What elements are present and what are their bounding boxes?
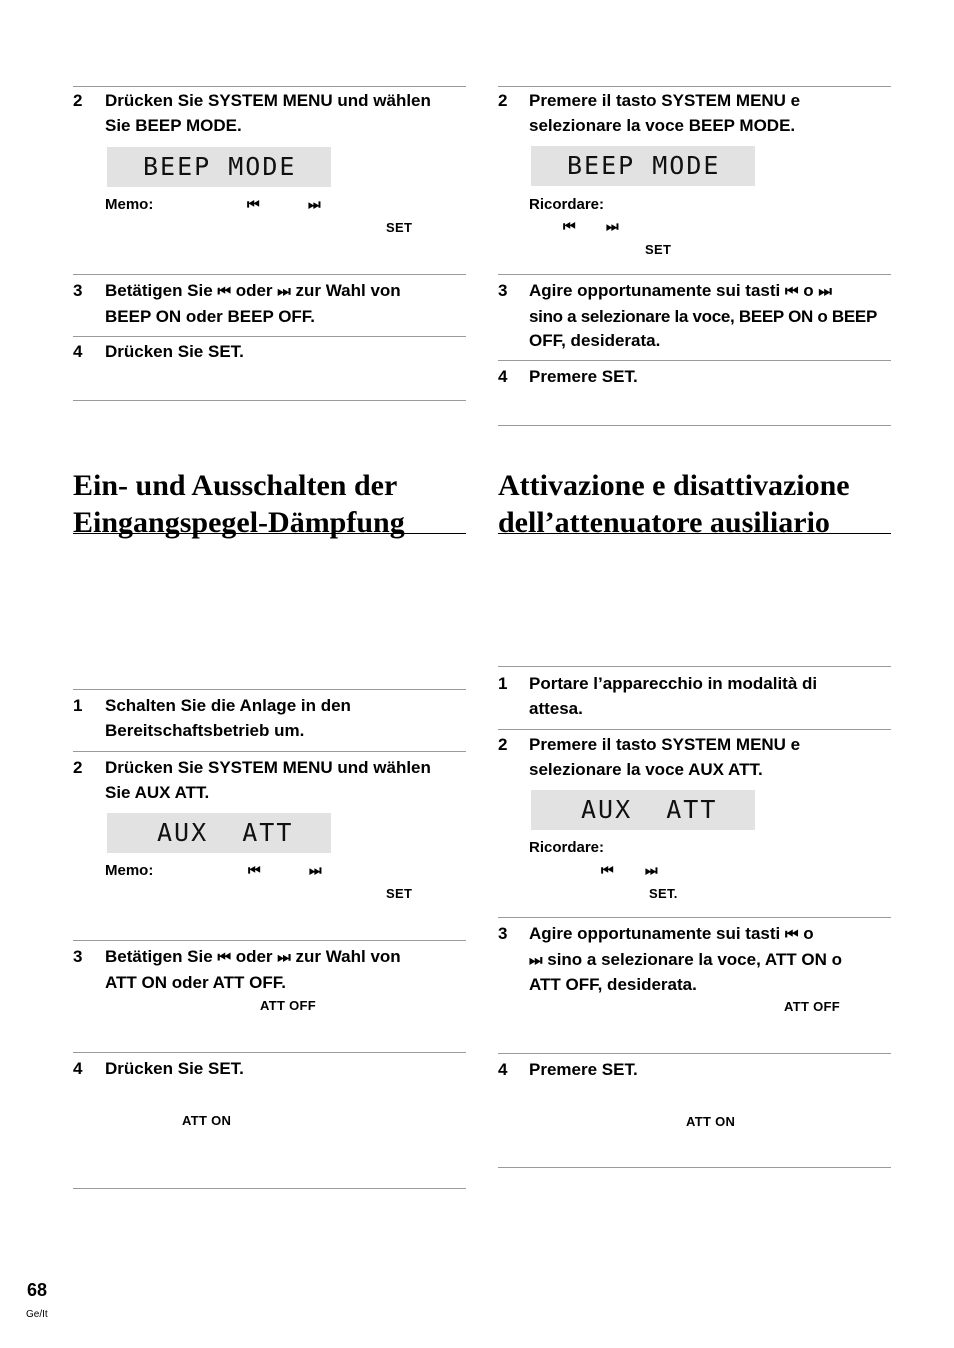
step-line: Schalten Sie die Anlage in den <box>105 696 351 715</box>
heading-underline <box>498 533 891 534</box>
set-button-label: SET <box>386 886 413 901</box>
step-number: 3 <box>498 281 508 300</box>
step-text-part: oder <box>235 281 273 300</box>
step-text-part: oder <box>235 947 273 966</box>
divider <box>73 274 466 275</box>
step-text <box>105 694 465 743</box>
divider <box>73 400 466 401</box>
step-line: sino a selezionare la voce, BEEP ON o BEEP <box>529 306 878 326</box>
step-text: Premere SET. <box>529 1060 638 1079</box>
step-text-part: Betätigen Sie <box>105 281 213 300</box>
step-line: Sie BEEP MODE. <box>105 115 242 135</box>
lcd-display: BEEP MODE <box>531 146 755 186</box>
step-line: OFF, desiderata. <box>529 331 661 350</box>
next-track-icon: ⏭ <box>277 949 291 966</box>
step-text <box>529 922 891 998</box>
step-line: Premere il tasto SYSTEM MENU e <box>529 735 801 754</box>
step-number: 3 <box>73 281 83 300</box>
step-line: Drücken Sie SYSTEM MENU und wählen <box>105 758 431 777</box>
memo-label: Memo: <box>105 862 154 879</box>
divider <box>73 1188 466 1189</box>
divider <box>498 666 891 667</box>
divider <box>73 689 466 690</box>
step-line: Portare l’apparecchio in modalità di <box>529 674 818 693</box>
divider <box>498 917 891 918</box>
next-track-icon: ⏭ <box>308 196 320 212</box>
step-line: BEEP ON oder BEEP OFF. <box>105 306 316 326</box>
step-number: 2 <box>498 735 508 754</box>
step-line <box>105 279 465 305</box>
step-number: 3 <box>498 924 508 943</box>
memo-label: Ricordare: <box>529 196 605 213</box>
next-track-icon: ⏭ <box>818 283 832 300</box>
heading-line: Attivazione e disattivazione <box>498 469 850 502</box>
set-button-label: SET. <box>649 886 678 901</box>
step-line: selezionare la voce AUX ATT. <box>529 759 763 779</box>
att-on-label: ATT ON <box>182 1113 232 1128</box>
step-number: 1 <box>498 674 508 693</box>
step-text-part: Agire opportunamente sui tasti <box>529 924 781 943</box>
step-number: 4 <box>498 1060 508 1079</box>
step-number: 1 <box>73 696 83 715</box>
step-line: selezionare la voce BEEP MODE. <box>529 115 796 135</box>
divider <box>73 336 466 337</box>
step-number: 4 <box>73 1059 83 1078</box>
divider <box>498 729 891 730</box>
step-text <box>529 89 889 138</box>
next-track-icon: ⏭ <box>529 951 543 969</box>
step-number: 4 <box>73 342 83 361</box>
divider <box>498 425 891 426</box>
att-off-label: ATT OFF <box>260 998 317 1013</box>
next-track-icon: ⏭ <box>277 283 291 300</box>
lcd-display: AUX ATT <box>107 813 331 853</box>
step-line: ATT OFF, desiderata. <box>529 975 697 994</box>
divider <box>498 86 891 87</box>
previous-track-icon: ⏮ <box>217 949 231 966</box>
att-off-label: ATT OFF <box>784 999 841 1014</box>
step-text-part: sino a selezionare la voce, ATT ON o <box>547 949 843 969</box>
step-line: Drücken Sie SYSTEM MENU und wählen <box>105 91 431 110</box>
lcd-display: BEEP MODE <box>107 147 331 187</box>
section-heading <box>498 467 891 541</box>
step-text <box>105 945 465 995</box>
divider <box>498 1167 891 1168</box>
memo-label: Ricordare: <box>529 839 605 856</box>
heading-line: Ein- und Ausschalten der <box>73 469 398 502</box>
step-number: 2 <box>498 91 508 110</box>
previous-track-icon: ⏮ <box>784 926 799 943</box>
step-text-part: o <box>803 924 814 943</box>
previous-track-icon: ⏮ <box>247 196 259 212</box>
step-text: Drücken Sie SET. <box>105 1059 244 1078</box>
divider <box>73 940 466 941</box>
set-button-label: SET <box>645 242 672 257</box>
next-track-icon: ⏭ <box>606 218 618 234</box>
step-text: Drücken Sie SET. <box>105 342 244 361</box>
step-text <box>529 733 889 782</box>
step-line <box>105 945 465 971</box>
step-line <box>529 279 894 305</box>
divider <box>73 86 466 87</box>
divider <box>498 274 891 275</box>
step-number: 2 <box>73 91 83 110</box>
previous-track-icon: ⏮ <box>563 218 575 234</box>
memo-label: Memo: <box>105 196 154 213</box>
step-text <box>529 672 889 721</box>
step-line: Premere il tasto SYSTEM MENU e <box>529 91 801 110</box>
step-line: Sie AUX ATT. <box>105 782 210 802</box>
step-text-part: Betätigen Sie <box>105 947 213 966</box>
page-language-code: Ge/It <box>26 1309 48 1320</box>
previous-track-icon: ⏮ <box>217 283 231 300</box>
previous-track-icon: ⏮ <box>248 862 260 878</box>
step-text-part: o <box>803 281 814 300</box>
step-number: 2 <box>73 758 83 777</box>
next-track-icon: ⏭ <box>645 862 657 878</box>
heading-line: Eingangspegel-Dämpfung <box>73 506 405 539</box>
divider <box>498 1053 891 1054</box>
next-track-icon: ⏭ <box>309 862 321 878</box>
step-line: attesa. <box>529 698 583 718</box>
step-text <box>105 279 465 329</box>
step-text-part: zur Wahl von <box>295 947 401 966</box>
step-text-part: zur Wahl von <box>295 281 401 300</box>
step-text <box>529 279 894 354</box>
previous-track-icon: ⏮ <box>601 862 613 878</box>
step-text: Premere SET. <box>529 367 638 386</box>
step-line: Bereitschaftsbetrieb um. <box>105 720 305 740</box>
step-line: ATT ON oder ATT OFF. <box>105 972 286 992</box>
step-line <box>529 948 891 974</box>
heading-underline <box>73 533 466 534</box>
divider <box>73 751 466 752</box>
step-text <box>105 89 465 138</box>
step-number: 3 <box>73 947 83 966</box>
step-number: 4 <box>498 367 508 386</box>
set-button-label: SET <box>386 220 413 235</box>
heading-line: dell’attenuatore ausiliario <box>498 506 830 539</box>
section-heading <box>73 467 466 541</box>
divider <box>73 1052 466 1053</box>
step-text <box>105 756 465 805</box>
step-line <box>529 922 891 948</box>
divider <box>498 360 891 361</box>
page-number: 68 <box>27 1280 48 1300</box>
lcd-display: AUX ATT <box>531 790 755 830</box>
step-text-part: Agire opportunamente sui tasti <box>529 281 781 300</box>
previous-track-icon: ⏮ <box>784 283 799 300</box>
att-on-label: ATT ON <box>686 1114 736 1129</box>
